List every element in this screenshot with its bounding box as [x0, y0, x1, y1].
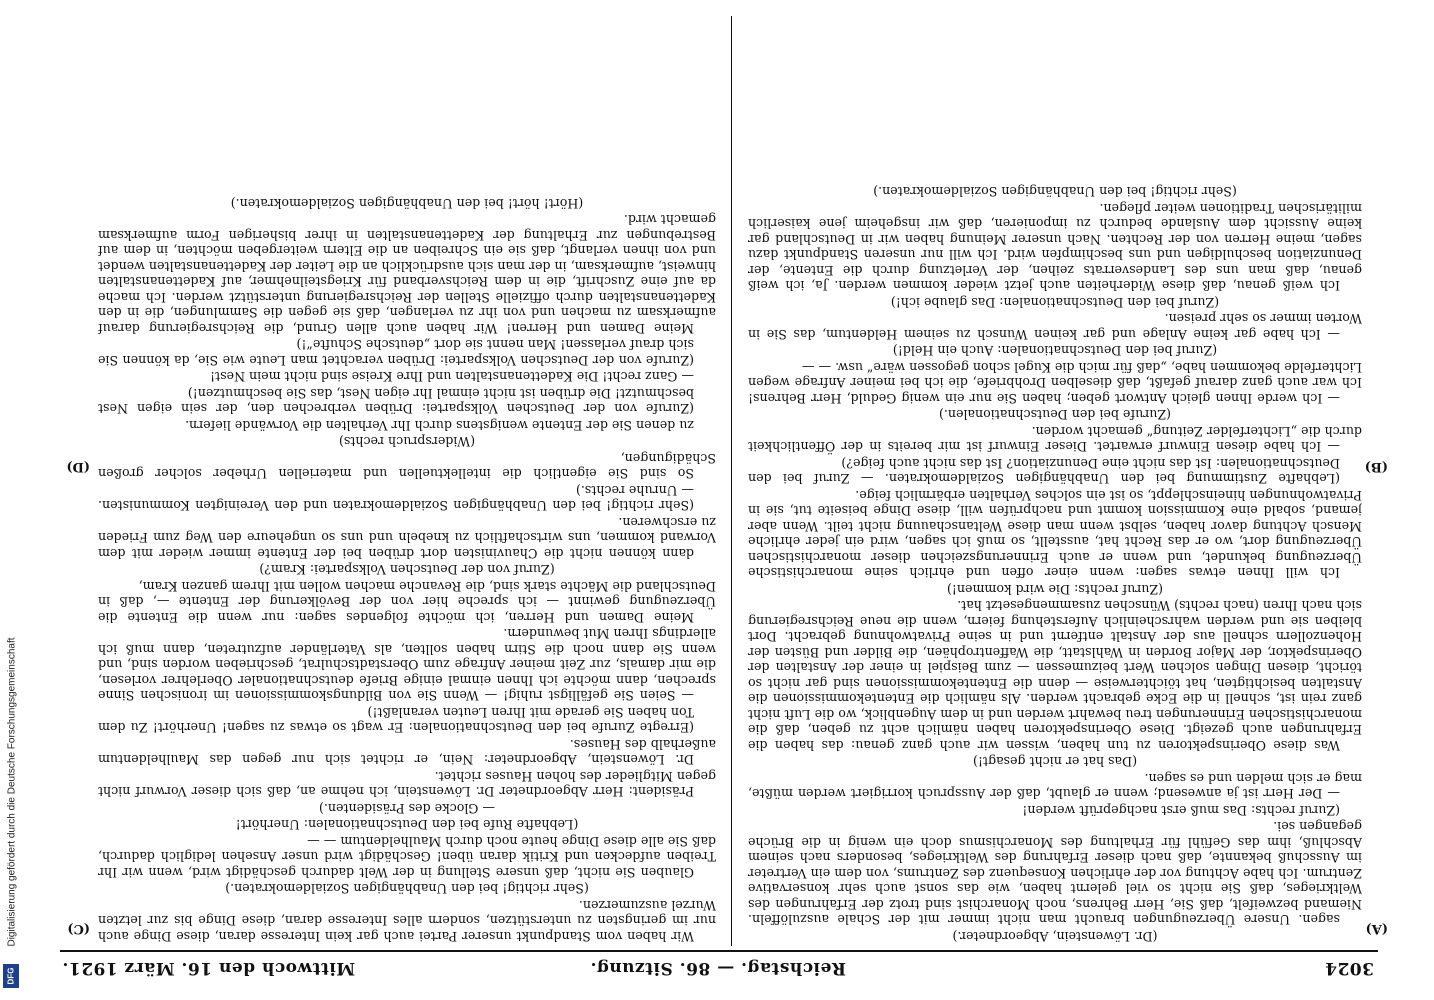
interjection: (Zurufe von der Deutschen Volkspartei: Drüben verachtet man Leute wie Sie, da können Sie sich drauf verlassen! Man nennt sie dort „deutsche Schufte“!): [98, 337, 694, 368]
page-header: [62, 954, 1374, 978]
interjection: (Zurufe bei den Deutschnationalen.): [939, 407, 1171, 423]
margin-mark-b: (B): [1364, 459, 1388, 474]
interjection: — Glocke des Präsidenten.): [318, 801, 496, 816]
paragraph: dann können nicht die Chauvinisten dort drüben bei der Entente immer wieder mit dem Vorwand kommen, uns wirtschaftlich zu knebeln und uns so ungeheure den Weg zum Frieden zu erschweren.: [98, 515, 716, 561]
paragraph: So sind Sie eigentlich die intellektuellen und materiellen Urheber solcher großen Schädigungen,: [98, 451, 716, 482]
interjection: (Erregte Zurufe bei den Deutschnationalen: Er wagt so etwas zu sagen! Unerhört! Zu dem Ton haben Sie gerade mit Ihren Leuten veranlaßt!): [98, 705, 694, 736]
page-number: 3024: [1324, 958, 1374, 978]
paragraph: — Ich habe diesen Einwurf erwartet. Dieser Einwurf ist mir bereits in der Öffentlichkeit durch die „Lichterfelder Zeitung“ gemacht worden.: [748, 424, 1362, 455]
speaker-statement: Dr. Löwenstein, Abgeordneter: Nein, er richtet sich nur gegen das Maulheldentum außerhalb des Hauses.: [98, 737, 716, 768]
dfg-logo-text: DFG: [6, 967, 16, 985]
interjection: (Sehr richtig! bei den Unabhängigen Sozialdemokraten und den Vereinigten Kommunisten. — Unruhe rechts.): [98, 483, 694, 514]
interjection: (Zuruf rechts: Das muß erst nachgeprüft werden!: [1022, 803, 1340, 818]
interjection: (Sehr richtig! bei den Unabhängigen Sozialdemokraten.): [873, 184, 1237, 200]
paragraph: Wir haben vom Standpunkt unserer Partei auch gar kein Interesse daran, diese Dinge auch nur im geringsten zu unterstützen, sondern alles Interesse daran, diese Dinge bis zur letzten Wurzel auszumerzen.: [98, 898, 716, 944]
interjection: (Lebhafte Zustimmung bei den Unabhängigen Sozialdemokraten. — Zuruf bei den Deutschnationalen: Ist das nicht eine Denunziation? Ist das nicht auch feige?): [748, 456, 1340, 487]
paragraph: Meine Damen und Herren, ich möchte folgendes sagen: nur wenn die Entente die Überzeugung gewinnt — ich spreche hier von der Bevölkerung der Entente —, daß in Deutschland die Mächte stark sind, die Revanche machen wollen mit Ihrem ganzen Kram,: [98, 579, 716, 625]
interjection: (Zuruf rechts: Die wird kommen!): [946, 582, 1164, 597]
paragraph: — Der Herr ist ja anwesend; wenn er glaubt, daß der Ausspruch korrigiert werden müßte, mag er sich melden und es sagen.: [748, 771, 1362, 802]
left-column: [748, 14, 1362, 944]
paragraph: Glauben Sie nicht, daß unsere Stellung in der Welt dadurch geschädigt wird, wenn wir Ihr Treiben aufdecken und Kritik daran üben! Geschädigt wird unser Ansehen lediglich dadurch, daß Sie alle diese Dinge heute noch durch Maulheldentum — —: [98, 834, 716, 880]
interjection: (Hört! hört! bei den Unabhängigen Sozialdemokraten.): [230, 196, 584, 211]
interjection: (Sehr richtig! bei den Unabhängigen Sozialdemokraten.): [225, 881, 589, 897]
interjection: (Zuruf bei den Deutschnationalen: Das glaube ich!): [890, 295, 1220, 310]
interjection: (Das hat er nicht gesagt!): [972, 754, 1138, 770]
interjection: (Widerspruch rechts): [338, 434, 476, 450]
interjection: (Zuruf von der Deutschen Volkspartei: Kram?): [259, 562, 555, 578]
paragraph: Meine Damen und Herren! Wir haben auch allen Grund, die Reichsregierung darauf aufmerksam zu machen und von ihr zu verlangen, daß sie gegen die Sammlungen, die in den Kadettenanstalten durch offizielle Stellen der Reichsregierung unterstützt werden. Ich mache da auf eine Zuschrift, die in dem Reichsverband für Kriegsteilnehmer, auf Kadettenanstalten hinweist, aufmerksam, in der man sich ausdrücklich an die Leiter der Kadettenanstalten wendet und von ihnen verlangt, daß sie ein Schreiben an die Eltern weitergeben möchten, in dem auf Bestrebungen zur Erhaltung der Kadettenanstalten in ihrer bisherigen Form aufmerksam gemacht wird.: [98, 212, 716, 336]
column-divider: [731, 16, 732, 946]
document-page: [48, 4, 1392, 994]
paragraph: — Ganz recht! Die Kadettenanstalten und Ihre Kreise sind nicht mein Nest!: [210, 369, 694, 385]
session-title: Reichstag. — 86. Sitzung.: [590, 958, 846, 978]
paragraph: Ich weiß genau, daß diese Widerheiten auch jetzt wieder kommen werden. Ja, ich weiß genau, daß man uns des Landesverrats zeihen, der Verletzung durch die Entente, der Denunziation beschuldigen und uns beschimpfen wird. Ich will nur unseren Standpunkt dazu sagen, meine Herren von der Rechten. Nach unserer Meinung haben wir in Deutschland gar keine Aussicht dem Auslande bedurch zu imponieren, daß wir insgeheim jene kaiserlich militärischen Traditionen weiter pflegen.: [748, 201, 1362, 294]
paragraph: — Seien Sie gefälligst ruhig! — Wenn Sie von Bildungskommissionen im ironischen Sinne sprechen, dann möchte ich Ihnen einmal einige Briefe deutschnationaler Oberlehrer vorlesen, die mir damals, zur Zeit meiner Anfrage zum Oberstadtschulrat, geschrieben worden sind, und wenn Sie dann noch die Stirn haben sollten, als Vaterländer aufzutreten, dann muß ich allerdings Ihren Mut bewundern.: [98, 626, 716, 704]
president-statement: Präsident: Herr Abgeordneter Dr. Löwenstein, ich nehme an, daß sich dieser Vorwurf nicht gegen Mitglieder des hohen Hauses richtet.: [98, 769, 716, 800]
speaker-line: (Dr. Löwenstein, Abgeordneter.): [952, 929, 1158, 944]
header-rule: [60, 950, 1378, 952]
paragraph: — Ich habe gar keine Anlage und gar keinen Wunsch zu seinem Heldentum, das Sie in Worten immer so sehr preisen.: [748, 311, 1362, 342]
margin-mark-d: (D): [66, 459, 90, 474]
paragraph: Was diese Oberinspektoren zu tun haben, wissen wir auch ganz genau: das haben die Erfahrungen auch gezeigt. Diese Oberinspektoren haben nämlich acht zu geben, daß die monarchistischen Erinnerungen treu bewahrt werden und in dem Augenblick, wo die Luft nicht ganz rein ist, schnell in die Ecke gebracht werden. Als nämlich die Ententekommissionen die Anstalten besichtigten, hat töichterweise — denn die Ententekommissionen sind gar nicht so töricht, diesen Dingen solchen Wert beizumessen — zum Beispiel in einer der Anstalten der Oberinspektor, der Major Borden in Wahlstatt, die Waffentrophäen, die Bilder und Büsten der Hohenzollern schnell aus der Anstalt entfernt und in seine Privatwohnung gebracht. Dort bleiben sie und werden wahrscheinlich Auferstehung feiern, wenn die neue Reichsregierung sich nach Ihren (nach rechts) Wünschen zusammengesetzt hat.: [748, 598, 1362, 753]
paragraph: Ich will Ihnen etwas sagen: wenn einer offen und ehrlich seine monarchistische Überzeugung bekundet, und wenn er auch Erinnerungszeichen dieser monarchistischen Überzeugung dort, wo er das Recht hat, ausstellt, so muß ich sagen, wird ein jeder ehrliche Mensch Achtung davor haben, selbst wenn man diese Weltanschauung nicht teilt. Wenn aber jemand, sobald eine Kommission kommt und nachprüfen will, diese Dinge beiseite tut, sie in Privatwohnungen hineinschleppt, so ist ein solches Verhalten erbärmlich feige.: [748, 488, 1362, 581]
paragraph: — Ich werde Ihnen gleich Antwort geben; haben Sie nur ein wenig Geduld, Herr Behrens! Ich war auch ganz darauf gefaßt, daß dieselben Drohbriefe, die ich bei meiner Anfrage wegen Lichterfelde bekommen habe, „daß für mich die Kugel schon gegossen wäre“ usw. — —: [748, 360, 1362, 406]
interjection: (Zurufe von der Deutschen Volkspartei: Drüben verbrechen den, der sein eigen Nest beschmutzt! Die drüben ist nicht einmal Ihr eigen Nest, das Sie beschmutzen!): [98, 386, 694, 417]
paragraph: sagen. Unsere Überzeugungen braucht man nicht immer mit der Schale auszulöffeln. Niemand bezweifelt, daß Sie, Herr Behrens, noch Monarchist sind trotz der Erfahrungen des Weltkrieges, daß Sie nicht so viel gelernt haben, wie das sonst auch sehr konservative Zentrum. Ich habe Achtung vor der ehrlichen Konsequenz des Zentrums, von dem ein Vertreter im Ausschuß bekannte, daß nach dieser Erfahrung des Weltkrieges, besonders nach seinem Abschluß, ihm das Gefühl für Erhaltung des Monarchismus doch ein wenig in die Brüche gegangen sei.: [748, 819, 1362, 928]
digitization-credit: [0, 0, 24, 1000]
interjection: (Lebhafte Rufe bei den Deutschnationalen: Unerhört!: [235, 817, 579, 833]
credit-text: Digitalisierung gefördert durch die Deutsche Forschungsgemeinschaft: [6, 637, 18, 947]
margin-mark-a: (A): [1365, 921, 1388, 936]
right-column: [98, 14, 716, 944]
interjection: (Zuruf bei den Deutschnationalen: Auch ein Held!): [892, 343, 1218, 359]
margin-mark-c: (C): [67, 921, 90, 936]
dfg-logo: [3, 964, 19, 988]
paragraph: zu denen Sie der Entente wenigstens durch Ihr Verhalten die Vorwände liefern.: [185, 418, 694, 433]
session-date: Mittwoch den 16. März 1921.: [62, 958, 356, 978]
